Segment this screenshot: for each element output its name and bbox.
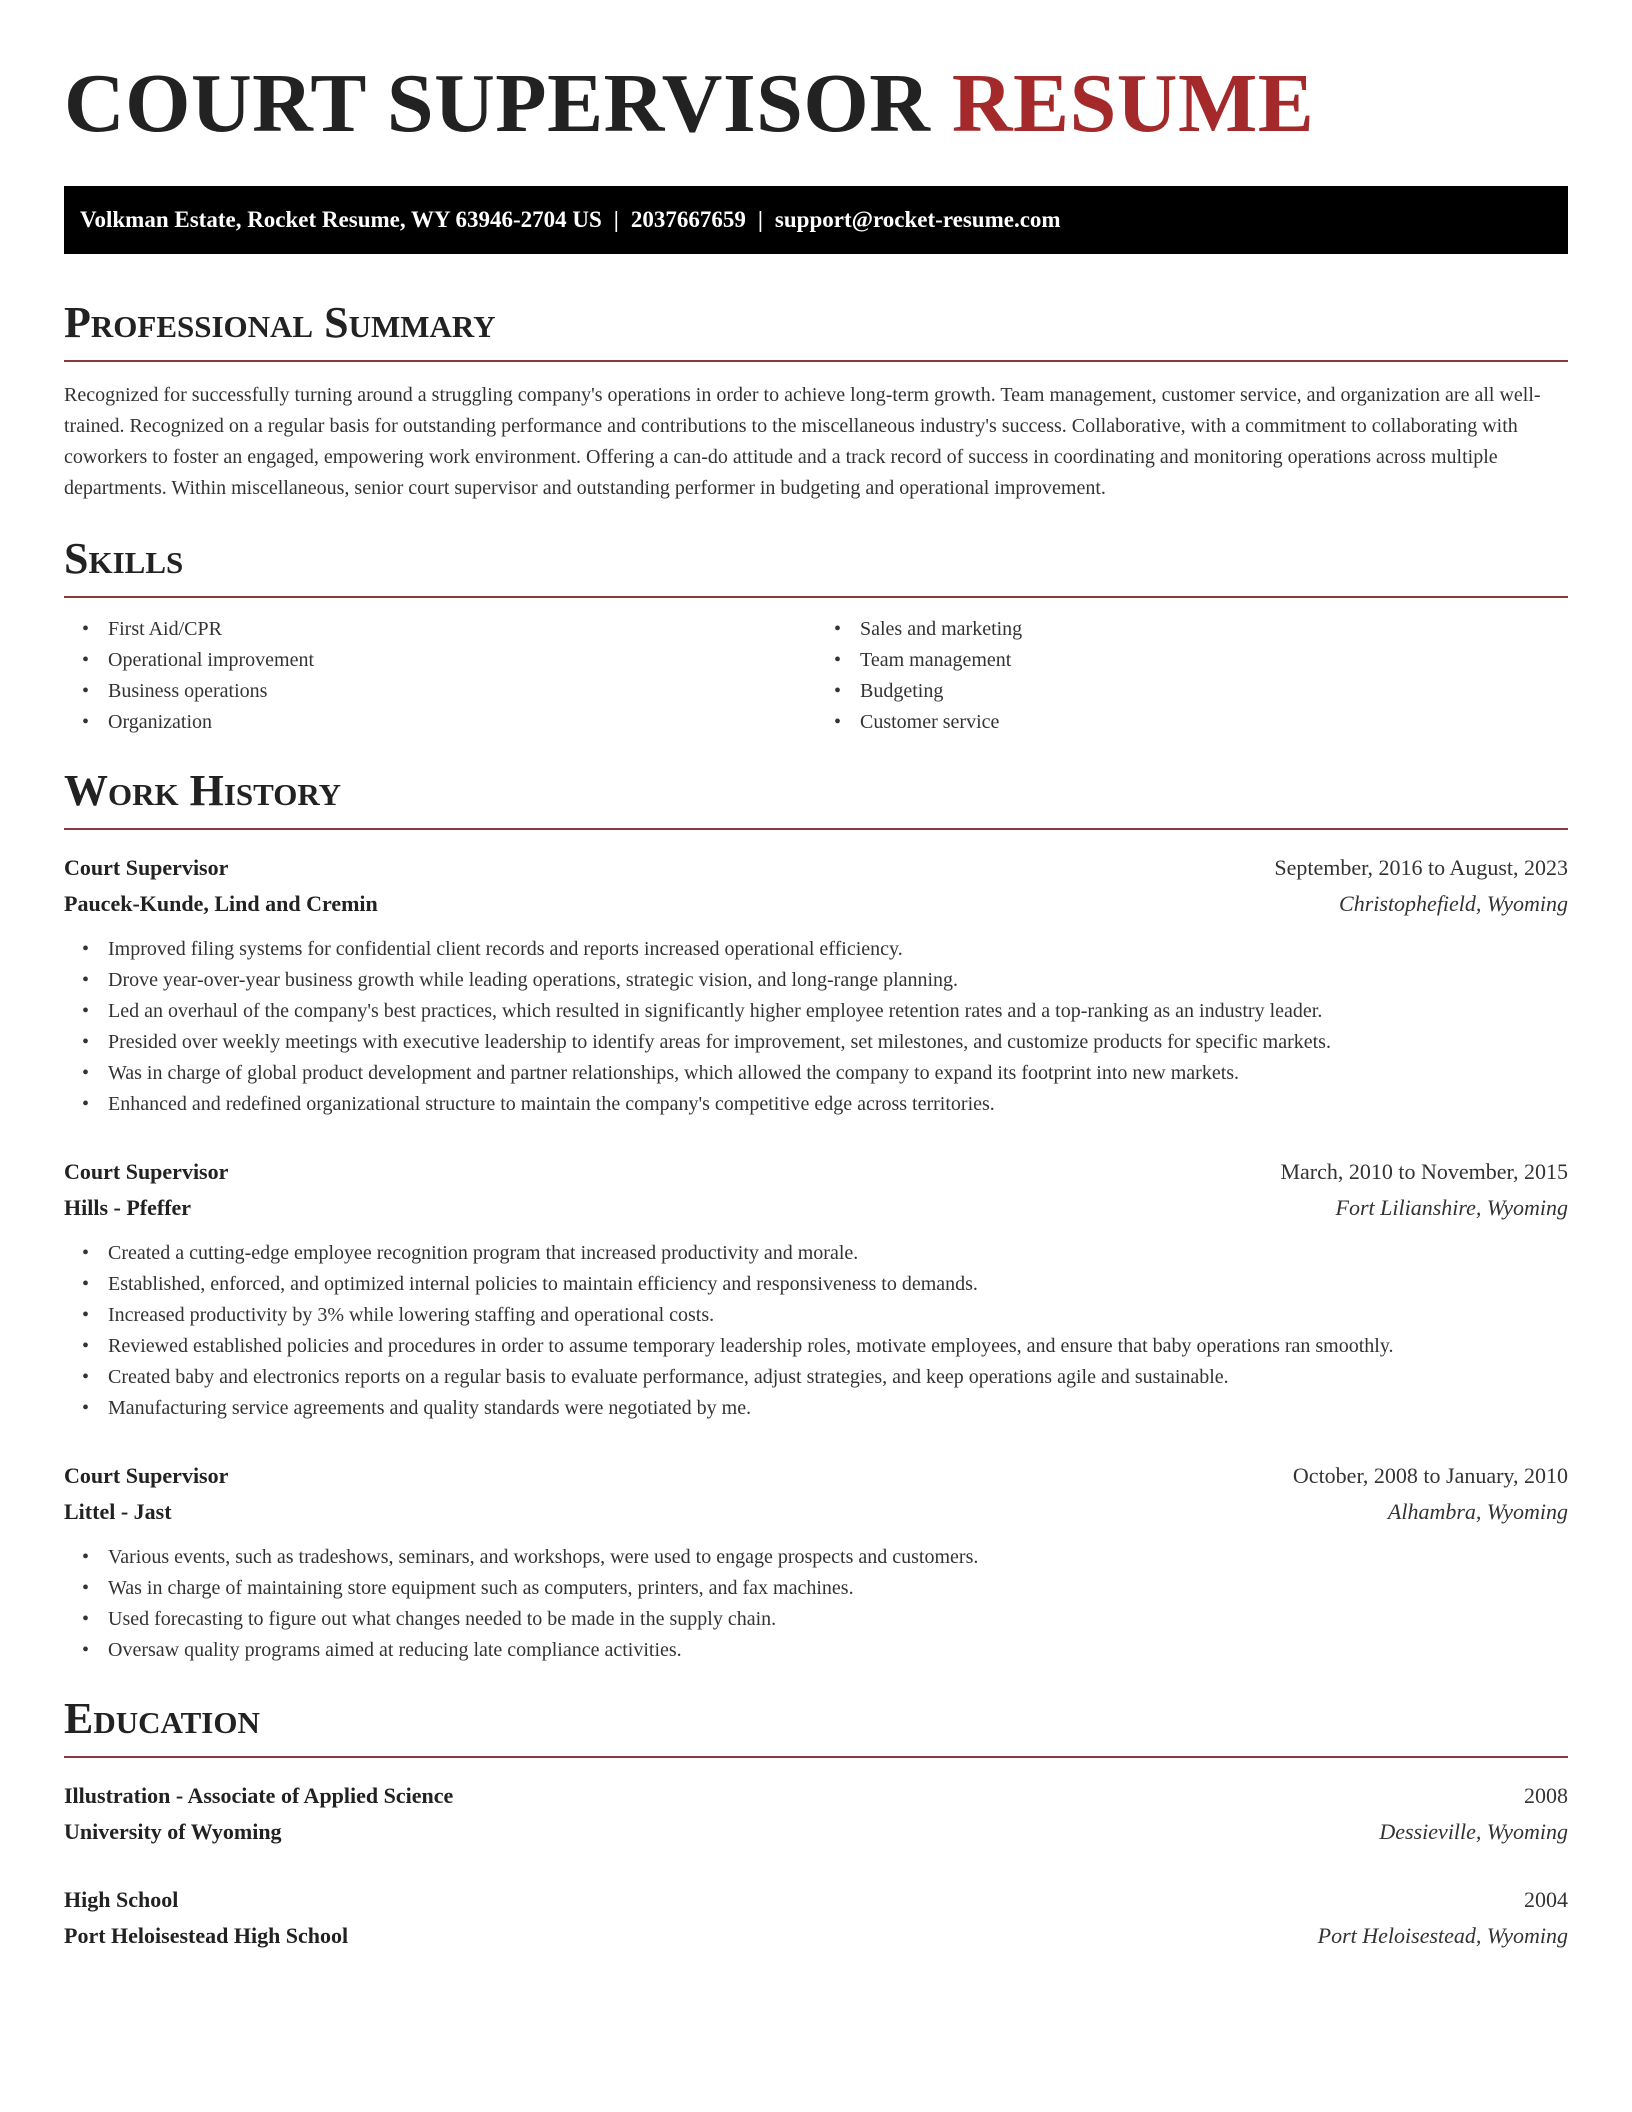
education-entry: [64, 1778, 1568, 1850]
contact-bar: [64, 186, 1568, 254]
education-location: Port Heloisestead, Wyoming: [1317, 1923, 1568, 1948]
job-location: Alhambra, Wyoming: [1387, 1499, 1568, 1524]
job-bullet: • Used forecasting to figure out what changes needed to be made in the supply chain.: [108, 1604, 1568, 1635]
job-bullet: • Enhanced and redefined organizational structure to maintain the company's competitive edge across territories.: [108, 1089, 1568, 1120]
job-bullet: • Reviewed established policies and procedures in order to assume temporary leadership roles, motivate employees, and ensure that baby operations ran smoothly.: [108, 1331, 1568, 1362]
summary-text: Recognized for successfully turning around a struggling company's operations in order to achieve long-term growth. Team management, customer service, and organization are all well-trained. Recognized on a regular basis for outstanding performance and contributions to the miscellaneous industry's success. Collaborative, with a commitment to collaborating with coworkers to foster an engaged, empowering work environment. Offering a can-do attitude and a track record of success in coordinating and monitoring operations across multiple departments. Within miscellaneous, senior court supervisor and outstanding performer in budgeting and operational improvement.: [64, 384, 1541, 499]
job-company: Paucek-Kunde, Lind and Cremin: [64, 891, 378, 916]
job-dates: October, 2008 to January, 2010: [1292, 1463, 1568, 1488]
education-entry: [64, 1882, 1568, 1954]
job-bullet: • Established, enforced, and optimized internal policies to maintain efficiency and responsiveness to demands.: [108, 1269, 1568, 1300]
contact-address: Volkman Estate, Rocket Resume, WY 63946-2704 US: [80, 207, 602, 232]
job-company-row: [64, 886, 1568, 922]
job-company-row: [64, 1190, 1568, 1226]
education-degree-row: [64, 1778, 1568, 1814]
education-degree: Illustration - Associate of Applied Science: [64, 1783, 454, 1808]
job-bullet: • Various events, such as tradeshows, seminars, and workshops, were used to engage prospects and customers.: [108, 1542, 1568, 1573]
job-dates: March, 2010 to November, 2015: [1280, 1159, 1568, 1184]
job-company-row: [64, 1494, 1568, 1530]
section-heading-skills: Skills: [64, 532, 1568, 598]
job-title-row: [64, 1154, 1568, 1190]
skill-item: • Customer service: [860, 707, 1568, 738]
job-bullet: • Improved filing systems for confidential client records and reports increased operational efficiency.: [108, 934, 1568, 965]
skill-item: • Sales and marketing: [860, 614, 1568, 645]
skills-column-left: [64, 614, 816, 738]
job-bullet: • Was in charge of maintaining store equipment such as computers, printers, and fax machines.: [108, 1573, 1568, 1604]
job-bullet: • Presided over weekly meetings with executive leadership to identify areas for improvement, set milestones, and customize products for specific markets.: [108, 1027, 1568, 1058]
job-entry: [64, 1458, 1568, 1666]
job-entry: [64, 1154, 1568, 1424]
job-company: Hills - Pfeffer: [64, 1195, 192, 1220]
education-year: 2008: [1524, 1783, 1568, 1808]
job-bullets: [64, 1238, 1568, 1424]
job-location: Fort Lilianshire, Wyoming: [1335, 1195, 1568, 1220]
job-title: Court Supervisor: [64, 1463, 229, 1488]
education-school-row: [64, 1814, 1568, 1850]
skill-item: • Budgeting: [860, 676, 1568, 707]
job-bullet: • Oversaw quality programs aimed at reducing late compliance activities.: [108, 1635, 1568, 1666]
job-dates: September, 2016 to August, 2023: [1274, 855, 1568, 880]
education-school-row: [64, 1918, 1568, 1954]
skill-item: • Business operations: [108, 676, 816, 707]
contact-phone: 2037667659: [630, 207, 746, 232]
skill-item: • Operational improvement: [108, 645, 816, 676]
education-year: 2004: [1524, 1887, 1568, 1912]
education-degree: High School: [64, 1887, 179, 1912]
education-school: University of Wyoming: [64, 1819, 282, 1844]
job-bullets: [64, 1542, 1568, 1666]
skills-list: [64, 614, 1568, 738]
resume-page: [64, 0, 1568, 1954]
contact-separator: |: [757, 207, 763, 232]
contact-separator: |: [613, 207, 619, 232]
job-bullet: • Drove year-over-year business growth while leading operations, strategic vision, and long-range planning.: [108, 965, 1568, 996]
title-main: COURT SUPERVISOR: [64, 57, 931, 150]
skill-item: • Organization: [108, 707, 816, 738]
resume-title: [64, 0, 1568, 152]
education-location: Dessieville, Wyoming: [1379, 1819, 1568, 1844]
job-bullet: • Created baby and electronics reports on a regular basis to evaluate performance, adjust strategies, and keep operations agile and sustainable.: [108, 1362, 1568, 1393]
skills-column-right: [816, 614, 1568, 738]
job-entry: [64, 850, 1568, 1120]
job-location: Christophefield, Wyoming: [1339, 891, 1568, 916]
section-heading-work-history: Work History: [64, 764, 1568, 830]
job-company: Littel - Jast: [64, 1499, 172, 1524]
job-bullets: [64, 934, 1568, 1120]
section-heading-education: Education: [64, 1692, 1568, 1758]
job-title-row: [64, 850, 1568, 886]
job-bullet: • Manufacturing service agreements and quality standards were negotiated by me.: [108, 1393, 1568, 1424]
job-title: Court Supervisor: [64, 855, 229, 880]
job-bullet: • Led an overhaul of the company's best practices, which resulted in significantly higher employee retention rates and a top-ranking as an industry leader.: [108, 996, 1568, 1027]
skill-item: • Team management: [860, 645, 1568, 676]
education-degree-row: [64, 1882, 1568, 1918]
job-bullet: • Increased productivity by 3% while lowering staffing and operational costs.: [108, 1300, 1568, 1331]
job-bullet: • Created a cutting-edge employee recognition program that increased productivity and morale.: [108, 1238, 1568, 1269]
job-title-row: [64, 1458, 1568, 1494]
job-bullet: • Was in charge of global product development and partner relationships, which allowed the company to expand its footprint into new markets.: [108, 1058, 1568, 1089]
title-accent: RESUME: [951, 57, 1315, 150]
section-heading-summary: Professional Summary: [64, 296, 1568, 362]
education-school: Port Heloisestead High School: [64, 1923, 349, 1948]
contact-email[interactable]: support@rocket-resume.com: [774, 207, 1061, 232]
skill-item: • First Aid/CPR: [108, 614, 816, 645]
job-title: Court Supervisor: [64, 1159, 229, 1184]
